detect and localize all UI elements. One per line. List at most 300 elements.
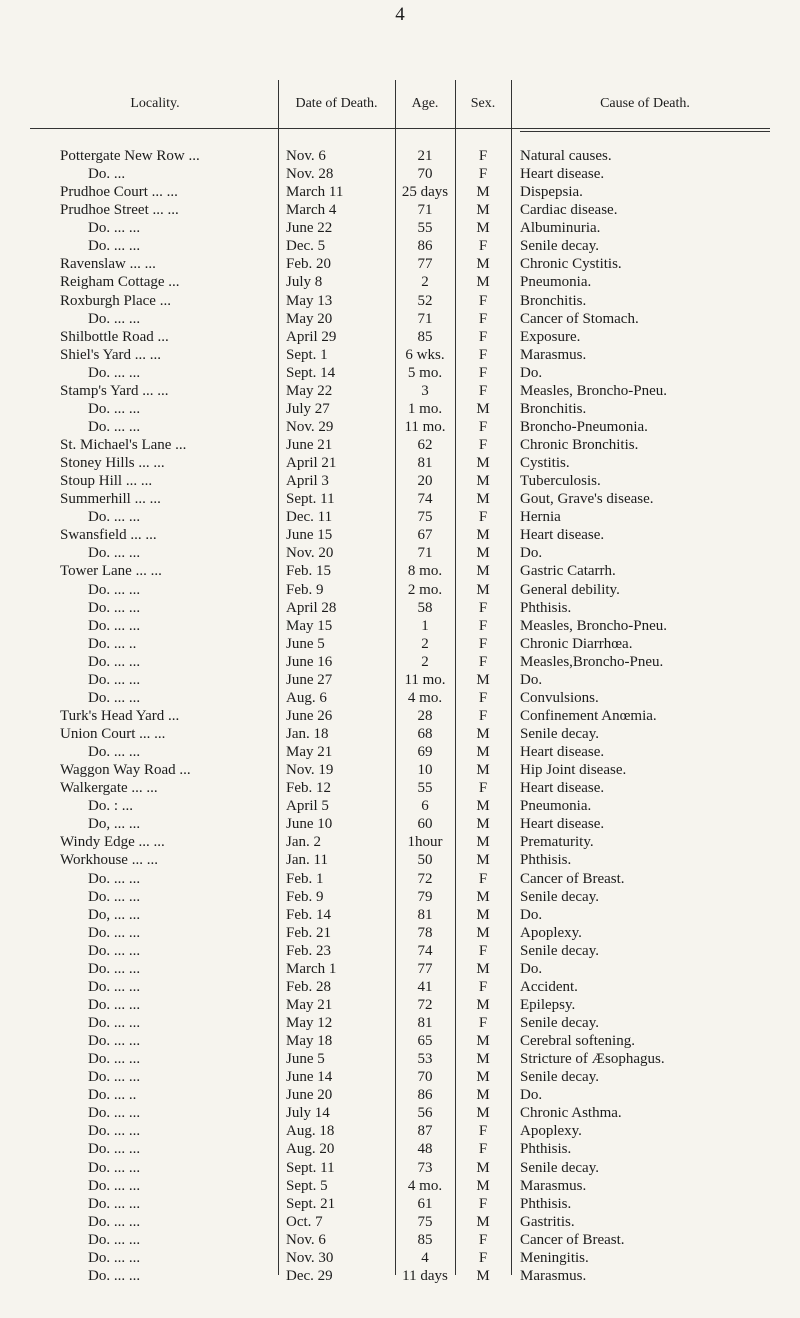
age-cell: 85: [417, 1231, 433, 1248]
table-row: [0, 346, 800, 364]
locality-cell: Walkergate ... ...: [60, 780, 158, 797]
cause-of-death-cell: Heart disease.: [520, 816, 605, 833]
cause-of-death-cell: Chronic Cystitis.: [520, 256, 622, 273]
sex-cell: M: [476, 852, 490, 869]
locality-cell: Do. ... ...: [88, 545, 141, 562]
cause-of-death-cell: Cardiac disease.: [520, 202, 618, 219]
sex-cell: M: [476, 960, 490, 977]
sex-cell: F: [478, 1231, 488, 1248]
table-row: [0, 761, 800, 779]
table-row: [0, 1140, 800, 1158]
locality-cell: Pottergate New Row ...: [60, 148, 200, 164]
age-cell: 86: [417, 238, 433, 255]
date-of-death-cell: June 10: [286, 816, 333, 833]
date-of-death-cell: Jan. 2: [286, 834, 321, 851]
locality-cell: Do. ... ...: [88, 599, 141, 616]
locality-cell: Stoney Hills ... ...: [60, 455, 165, 472]
cause-of-death-cell: Marasmus.: [520, 1267, 587, 1284]
table-row: [0, 1122, 800, 1140]
age-cell: 85: [417, 328, 433, 345]
cause-of-death-cell: General debility.: [520, 581, 620, 598]
locality-cell: Do. ... ...: [88, 744, 141, 761]
table-row: [0, 454, 800, 472]
locality-cell: Do. ... ...: [88, 1051, 141, 1068]
table-row: [0, 833, 800, 851]
age-cell: 69: [417, 744, 433, 761]
table-row: [0, 1231, 800, 1249]
table-row: [0, 689, 800, 707]
sex-cell: M: [476, 762, 490, 779]
date-of-death-cell: May 21: [286, 744, 333, 761]
cause-of-death-cell: Phthisis.: [520, 1141, 572, 1158]
sex-cell: F: [478, 1123, 488, 1140]
locality-cell: Do. ...: [88, 166, 126, 183]
cause-of-death-cell: Senile decay.: [520, 238, 599, 255]
age-cell: 11 days: [402, 1267, 448, 1284]
locality-cell: Stoup Hill ... ...: [60, 473, 153, 490]
age-cell: 78: [417, 924, 433, 941]
sex-cell: M: [476, 274, 490, 291]
age-cell: 1 mo.: [407, 400, 443, 417]
sex-cell: M: [476, 906, 490, 923]
cause-of-death-cell: Epilepsy.: [520, 996, 576, 1013]
date-of-death-cell: June 26: [286, 707, 333, 724]
cause-of-death-cell: Measles, Broncho-Pneu.: [520, 617, 668, 634]
cause-of-death-cell: Marasmus.: [520, 1177, 587, 1194]
cause-of-death-cell: Convulsions.: [520, 689, 599, 706]
age-cell: 2: [421, 274, 429, 291]
table-row: [0, 147, 800, 165]
age-cell: 62: [417, 437, 433, 453]
sex-cell: M: [476, 1159, 490, 1176]
date-of-death-cell: March 4: [286, 202, 337, 219]
date-of-death-cell: May 13: [286, 292, 333, 309]
date-of-death-cell: June 5: [286, 635, 325, 652]
sex-cell: M: [476, 726, 490, 742]
locality-cell: Do. ... ...: [88, 1267, 141, 1284]
cause-of-death-cell: Do.: [520, 364, 543, 381]
sex-cell: F: [478, 148, 488, 164]
cause-of-death-cell: Do.: [520, 671, 543, 688]
locality-cell: Do. ... ...: [88, 220, 141, 237]
header-bottom-rule-2: [520, 131, 770, 132]
age-cell: 41: [417, 978, 433, 995]
date-of-death-cell: April 21: [286, 455, 337, 472]
table-row: [0, 725, 800, 743]
age-cell: 4 mo.: [407, 689, 443, 706]
table-row: [0, 273, 800, 291]
table-row: [0, 328, 800, 346]
sex-cell: F: [478, 780, 488, 797]
table-row: [0, 1032, 800, 1050]
sex-cell: M: [476, 1033, 490, 1050]
table-row: [0, 1249, 800, 1267]
locality-cell: Do. ... ...: [88, 1195, 141, 1212]
cause-of-death-cell: Albuminuria.: [520, 220, 601, 237]
sex-cell: M: [476, 888, 490, 905]
age-cell: 25 days: [401, 184, 449, 201]
sex-cell: F: [478, 437, 488, 453]
table-row: [0, 400, 800, 418]
date-of-death-cell: Sept. 5: [286, 1177, 328, 1194]
date-of-death-cell: Nov. 28: [286, 166, 334, 183]
age-cell: 2 mo.: [407, 581, 443, 598]
age-cell: 58: [417, 599, 433, 616]
date-of-death-cell: Nov. 30: [286, 1249, 334, 1266]
table-row: [0, 599, 800, 617]
table-row: [0, 237, 800, 255]
age-cell: 21: [417, 148, 433, 164]
table-row: [0, 526, 800, 544]
table-row: [0, 653, 800, 671]
table-row: [0, 815, 800, 833]
date-of-death-cell: Dec. 11: [286, 509, 333, 526]
locality-cell: Do. ... ...: [88, 996, 141, 1013]
header-date: Date of Death.: [295, 96, 378, 111]
sex-cell: M: [476, 491, 490, 508]
table-row: [0, 617, 800, 635]
table-row: [0, 310, 800, 328]
table-row: [0, 544, 800, 562]
table-row: [0, 183, 800, 201]
date-of-death-cell: March 1: [286, 960, 337, 977]
locality-cell: Do. ... ...: [88, 310, 141, 327]
locality-cell: Stamp's Yard ... ...: [60, 382, 169, 399]
locality-cell: Do. ... ...: [88, 689, 141, 706]
sex-cell: M: [476, 744, 490, 761]
cause-of-death-cell: Do.: [520, 960, 543, 977]
locality-cell: Do. ... ...: [88, 1213, 141, 1230]
sex-cell: F: [478, 1249, 488, 1266]
date-of-death-cell: Feb. 12: [286, 780, 331, 797]
cause-of-death-cell: Gastritis.: [520, 1213, 575, 1230]
date-of-death-cell: Aug. 6: [286, 689, 327, 706]
date-of-death-cell: May 21: [286, 996, 333, 1013]
date-of-death-cell: June 15: [286, 527, 333, 544]
cause-of-death-cell: Prematurity.: [520, 834, 594, 851]
sex-cell: M: [476, 545, 490, 562]
age-cell: 10: [417, 762, 433, 779]
table-row: [0, 1159, 800, 1177]
age-cell: 86: [417, 1087, 433, 1104]
cause-of-death-cell: Do.: [520, 906, 543, 923]
table-row: [0, 1177, 800, 1195]
locality-cell: Shiel's Yard ... ...: [60, 346, 162, 363]
date-of-death-cell: Dec. 29: [286, 1267, 333, 1284]
locality-cell: Workhouse ... ...: [60, 852, 158, 869]
sex-cell: M: [476, 996, 490, 1013]
sex-cell: F: [478, 707, 488, 724]
age-cell: 70: [417, 166, 433, 183]
table-row: [0, 1014, 800, 1032]
sex-cell: F: [478, 617, 488, 634]
locality-cell: Do. ... ...: [88, 1069, 141, 1086]
locality-cell: Ravenslaw ... ...: [60, 256, 156, 273]
age-cell: 6 wks.: [405, 346, 445, 363]
cause-of-death-cell: Marasmus.: [520, 346, 587, 363]
cause-of-death-cell: Accident.: [520, 978, 578, 995]
sex-cell: F: [478, 942, 488, 959]
sex-cell: M: [476, 1069, 490, 1086]
table-row: [0, 436, 800, 454]
age-cell: 70: [417, 1069, 433, 1086]
date-of-death-cell: April 29: [286, 328, 337, 345]
age-cell: 71: [417, 202, 433, 219]
sex-cell: M: [476, 455, 490, 472]
page-number: 4: [395, 4, 405, 25]
cause-of-death-cell: Heart disease.: [520, 166, 605, 183]
cause-of-death-cell: Exposure.: [520, 328, 581, 345]
cause-of-death-cell: Chronic Asthma.: [520, 1105, 622, 1122]
locality-cell: Turk's Head Yard ...: [60, 707, 180, 724]
age-cell: 72: [417, 870, 433, 887]
age-cell: 71: [417, 545, 433, 562]
age-cell: 77: [417, 960, 433, 977]
age-cell: 71: [417, 310, 433, 327]
locality-cell: Do. ... ...: [88, 870, 141, 887]
table-row: [0, 255, 800, 273]
date-of-death-cell: June 14: [286, 1069, 333, 1086]
cause-of-death-cell: Gastric Catarrh.: [520, 563, 616, 580]
sex-cell: M: [476, 1087, 490, 1104]
sex-cell: F: [478, 292, 488, 309]
table-row: [0, 219, 800, 237]
locality-cell: Windy Edge ... ...: [60, 834, 165, 851]
date-of-death-cell: Nov. 6: [286, 148, 326, 164]
table-row: [0, 382, 800, 400]
sex-cell: F: [478, 238, 488, 255]
locality-cell: Do, ... ...: [88, 816, 141, 833]
table-row: [0, 1195, 800, 1213]
table-row: [0, 1050, 800, 1068]
sex-cell: F: [478, 328, 488, 345]
age-cell: 52: [417, 292, 433, 309]
cause-of-death-cell: Phthisis.: [520, 1195, 572, 1212]
table-row: [0, 490, 800, 508]
sex-cell: M: [476, 563, 490, 580]
table-row: [0, 779, 800, 797]
age-cell: 53: [417, 1051, 433, 1068]
table-row: [0, 364, 800, 382]
locality-cell: Do. ... ...: [88, 238, 141, 255]
table-row: [0, 671, 800, 689]
cause-of-death-cell: Hip Joint disease.: [520, 762, 627, 779]
date-of-death-cell: Sept. 21: [286, 1195, 336, 1212]
locality-cell: Tower Lane ... ...: [60, 563, 162, 580]
table-row: [0, 978, 800, 996]
date-of-death-cell: July 14: [286, 1105, 330, 1122]
header-locality: Locality.: [130, 96, 180, 111]
table-row: [0, 201, 800, 219]
sex-cell: M: [476, 184, 490, 201]
sex-cell: M: [476, 581, 490, 598]
date-of-death-cell: May 22: [286, 382, 333, 399]
age-cell: 81: [417, 906, 433, 923]
table-row: [0, 292, 800, 310]
age-cell: 67: [417, 527, 433, 544]
sex-cell: M: [476, 202, 490, 219]
cause-of-death-cell: Heart disease.: [520, 744, 605, 761]
locality-cell: Roxburgh Place ...: [60, 292, 171, 309]
locality-cell: Prudhoe Street ... ...: [60, 202, 179, 219]
date-of-death-cell: Feb. 1: [286, 870, 324, 887]
age-cell: 75: [417, 1213, 433, 1230]
date-of-death-cell: June 21: [286, 437, 333, 453]
table-row: [0, 635, 800, 653]
locality-cell: Do, ... ...: [88, 906, 141, 923]
date-of-death-cell: June 5: [286, 1051, 325, 1068]
locality-cell: Do. ... ...: [88, 924, 141, 941]
age-cell: 11 mo.: [404, 671, 446, 688]
age-cell: 79: [417, 888, 433, 905]
cause-of-death-cell: Gout, Grave's disease.: [520, 491, 654, 508]
age-cell: 68: [417, 726, 433, 742]
locality-cell: Do. ... ...: [88, 960, 141, 977]
sex-cell: M: [476, 527, 490, 544]
sex-cell: M: [476, 671, 490, 688]
date-of-death-cell: June 27: [286, 671, 333, 688]
age-cell: 1hour: [407, 834, 443, 851]
cause-of-death-cell: Cancer of Stomach.: [520, 310, 639, 327]
date-of-death-cell: Feb. 9: [286, 581, 324, 598]
locality-cell: Do. ... ...: [88, 418, 141, 435]
sex-cell: F: [478, 364, 488, 381]
table-row: [0, 851, 800, 869]
locality-cell: Do. ... ...: [88, 1231, 141, 1248]
locality-cell: Do. ... ...: [88, 364, 141, 381]
date-of-death-cell: Feb. 14: [286, 906, 331, 923]
header-sex: Sex.: [470, 96, 496, 111]
age-cell: 55: [417, 780, 433, 797]
age-cell: 65: [417, 1033, 433, 1050]
date-of-death-cell: Feb. 15: [286, 563, 331, 580]
cause-of-death-cell: Broncho-Pneumonia.: [520, 418, 648, 435]
age-cell: 74: [417, 942, 433, 959]
table-row: [0, 797, 800, 815]
table-row: [0, 888, 800, 906]
locality-cell: Shilbottle Road ...: [60, 328, 169, 345]
table-row: [0, 418, 800, 436]
table-row: [0, 743, 800, 761]
locality-cell: Do. ... ...: [88, 1015, 141, 1031]
cause-of-death-cell: Apoplexy.: [520, 1123, 582, 1140]
sex-cell: M: [476, 1177, 490, 1194]
date-of-death-cell: June 22: [286, 220, 333, 237]
cause-of-death-cell: Heart disease.: [520, 780, 605, 797]
table-row: [0, 508, 800, 526]
age-cell: 55: [417, 220, 433, 237]
date-of-death-cell: Sept. 14: [286, 364, 336, 381]
locality-cell: Do. ... ..: [88, 635, 137, 652]
date-of-death-cell: Nov. 6: [286, 1231, 326, 1248]
table-row: [0, 581, 800, 599]
header-cause: Cause of Death.: [600, 96, 690, 111]
header-age: Age.: [411, 96, 439, 111]
age-cell: 8 mo.: [407, 563, 443, 580]
sex-cell: F: [478, 1195, 488, 1212]
age-cell: 20: [417, 473, 433, 490]
cause-of-death-cell: Hernia: [520, 509, 561, 526]
cause-of-death-cell: Meningitis.: [520, 1249, 589, 1266]
table-row: [0, 942, 800, 960]
date-of-death-cell: Feb. 28: [286, 978, 331, 995]
table-row: [0, 1213, 800, 1231]
table-row: [0, 1068, 800, 1086]
age-cell: 4 mo.: [407, 1177, 443, 1194]
age-cell: 1: [421, 617, 429, 634]
date-of-death-cell: Nov. 20: [286, 545, 334, 562]
date-of-death-cell: Jan. 11: [286, 852, 328, 869]
date-of-death-cell: Dec. 5: [286, 238, 326, 255]
cause-of-death-cell: Senile decay.: [520, 1015, 599, 1031]
cause-of-death-cell: Cerebral softening.: [520, 1033, 635, 1050]
sex-cell: M: [476, 834, 490, 851]
table-row: [0, 996, 800, 1014]
cause-of-death-cell: Cancer of Breast.: [520, 870, 625, 887]
age-cell: 48: [417, 1141, 433, 1158]
cause-of-death-cell: Phthisis.: [520, 599, 572, 616]
sex-cell: F: [478, 689, 488, 706]
locality-cell: Summerhill ... ...: [60, 491, 161, 508]
table-row: [0, 870, 800, 888]
cause-of-death-cell: Senile decay.: [520, 888, 599, 905]
locality-cell: Do. ... ...: [88, 1249, 141, 1266]
sex-cell: F: [478, 382, 488, 399]
locality-cell: Do. ... ...: [88, 617, 141, 634]
sex-cell: M: [476, 924, 490, 941]
age-cell: 5 mo.: [407, 364, 443, 381]
locality-cell: Do. ... ..: [88, 1087, 137, 1104]
sex-cell: M: [476, 1213, 490, 1230]
cause-of-death-cell: Bronchitis.: [520, 400, 587, 417]
date-of-death-cell: April 28: [286, 599, 337, 616]
age-cell: 87: [417, 1123, 433, 1140]
date-of-death-cell: Feb. 9: [286, 888, 324, 905]
sex-cell: F: [478, 599, 488, 616]
locality-cell: Do. ... ...: [88, 1033, 141, 1050]
age-cell: 4: [421, 1249, 429, 1266]
date-of-death-cell: May 20: [286, 310, 333, 327]
age-cell: 73: [417, 1159, 433, 1176]
sex-cell: F: [478, 346, 488, 363]
table-row: [0, 1104, 800, 1122]
date-of-death-cell: May 12: [286, 1015, 333, 1031]
sex-cell: M: [476, 256, 490, 273]
table-row: [0, 562, 800, 580]
locality-cell: Do. ... ...: [88, 888, 141, 905]
age-cell: 50: [417, 852, 433, 869]
sex-cell: F: [478, 1015, 488, 1031]
date-of-death-cell: Nov. 29: [286, 418, 334, 435]
header-bottom-rule: [30, 128, 770, 129]
cause-of-death-cell: Phthisis.: [520, 852, 572, 869]
age-cell: 28: [417, 707, 433, 724]
age-cell: 72: [417, 996, 433, 1013]
age-cell: 75: [417, 509, 433, 526]
locality-cell: Do. ... ...: [88, 671, 141, 688]
date-of-death-cell: Aug. 18: [286, 1123, 335, 1140]
locality-cell: Do. ... ...: [88, 1159, 141, 1176]
age-cell: 2: [421, 635, 429, 652]
age-cell: 61: [417, 1195, 433, 1212]
locality-cell: Reigham Cottage ...: [60, 274, 180, 291]
sex-cell: M: [476, 1051, 490, 1068]
sex-cell: M: [476, 473, 490, 490]
date-of-death-cell: Oct. 7: [286, 1213, 323, 1230]
age-cell: 77: [417, 256, 433, 273]
table-row: [0, 165, 800, 183]
locality-cell: Prudhoe Court ... ...: [60, 184, 178, 201]
